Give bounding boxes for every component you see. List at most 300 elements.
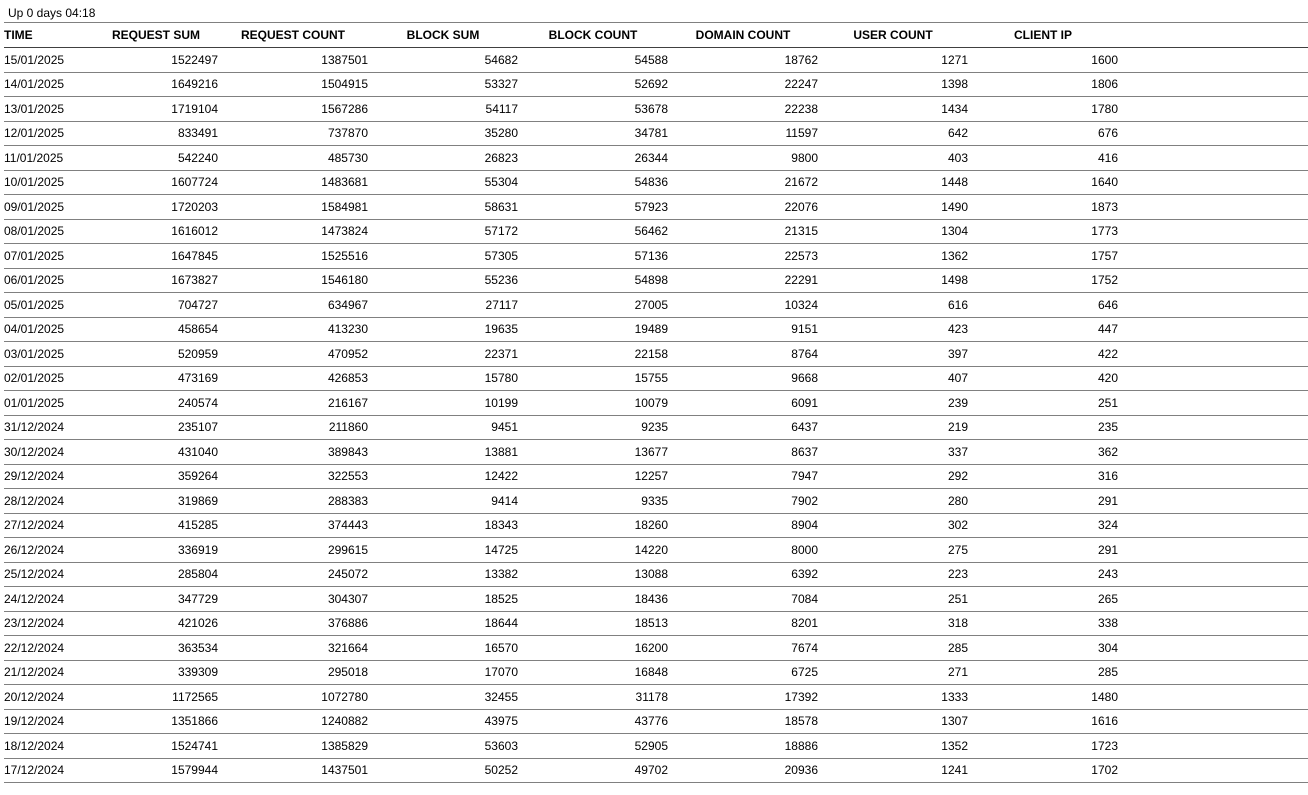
cell-block-count: 31178 (518, 685, 668, 710)
cell-user-count: 292 (818, 464, 968, 489)
cell-time: 12/01/2025 (4, 121, 94, 146)
row-spacer (1118, 146, 1308, 171)
cell-time: 03/01/2025 (4, 342, 94, 367)
cell-user-count: 280 (818, 489, 968, 514)
cell-domain-count: 18886 (668, 734, 818, 759)
cell-domain-count: 6437 (668, 415, 818, 440)
cell-client-ip: 285 (968, 660, 1118, 685)
cell-block-count: 54898 (518, 268, 668, 293)
cell-time: 11/01/2025 (4, 146, 94, 171)
table-row (4, 391, 1308, 416)
cell-time: 31/12/2024 (4, 415, 94, 440)
cell-request-sum: 1647845 (94, 244, 218, 269)
cell-client-ip: 304 (968, 636, 1118, 661)
row-spacer (1118, 268, 1308, 293)
row-spacer (1118, 513, 1308, 538)
cell-client-ip: 316 (968, 464, 1118, 489)
cell-client-ip: 1640 (968, 170, 1118, 195)
row-spacer (1118, 709, 1308, 734)
table-row (4, 219, 1308, 244)
cell-request-sum: 285804 (94, 562, 218, 587)
cell-request-sum: 520959 (94, 342, 218, 367)
cell-block-count: 52905 (518, 734, 668, 759)
table-row (4, 317, 1308, 342)
cell-client-ip: 235 (968, 415, 1118, 440)
cell-time: 08/01/2025 (4, 219, 94, 244)
row-spacer (1118, 170, 1308, 195)
cell-block-sum: 55236 (368, 268, 518, 293)
cell-block-sum: 54117 (368, 97, 518, 122)
table-row (4, 489, 1308, 514)
cell-client-ip: 265 (968, 587, 1118, 612)
cell-request-sum: 473169 (94, 366, 218, 391)
cell-block-sum: 18343 (368, 513, 518, 538)
cell-block-count: 15755 (518, 366, 668, 391)
cell-time: 13/01/2025 (4, 97, 94, 122)
cell-time: 01/01/2025 (4, 391, 94, 416)
cell-user-count: 239 (818, 391, 968, 416)
cell-request-count: 374443 (218, 513, 368, 538)
cell-request-sum: 319869 (94, 489, 218, 514)
table-row (4, 146, 1308, 171)
cell-block-sum: 27117 (368, 293, 518, 318)
cell-request-sum: 1616012 (94, 219, 218, 244)
cell-block-sum: 17070 (368, 660, 518, 685)
cell-domain-count: 21672 (668, 170, 818, 195)
cell-request-sum: 415285 (94, 513, 218, 538)
cell-request-count: 1240882 (218, 709, 368, 734)
cell-block-sum: 57172 (368, 219, 518, 244)
cell-user-count: 403 (818, 146, 968, 171)
table-row (4, 244, 1308, 269)
cell-request-sum: 235107 (94, 415, 218, 440)
cell-time: 23/12/2024 (4, 611, 94, 636)
cell-user-count: 397 (818, 342, 968, 367)
cell-block-count: 52692 (518, 72, 668, 97)
cell-block-count: 22158 (518, 342, 668, 367)
cell-user-count: 1352 (818, 734, 968, 759)
cell-time: 07/01/2025 (4, 244, 94, 269)
cell-domain-count: 8000 (668, 538, 818, 563)
cell-block-count: 10079 (518, 391, 668, 416)
cell-request-count: 299615 (218, 538, 368, 563)
cell-request-sum: 1351866 (94, 709, 218, 734)
cell-client-ip: 324 (968, 513, 1118, 538)
cell-user-count: 302 (818, 513, 968, 538)
row-spacer (1118, 734, 1308, 759)
cell-request-count: 245072 (218, 562, 368, 587)
table-row (4, 538, 1308, 563)
cell-time: 06/01/2025 (4, 268, 94, 293)
table-row (4, 734, 1308, 759)
table-row (4, 440, 1308, 465)
cell-domain-count: 8201 (668, 611, 818, 636)
cell-user-count: 1398 (818, 72, 968, 97)
cell-request-count: 634967 (218, 293, 368, 318)
cell-time: 25/12/2024 (4, 562, 94, 587)
cell-domain-count: 7947 (668, 464, 818, 489)
cell-block-count: 13677 (518, 440, 668, 465)
cell-client-ip: 1873 (968, 195, 1118, 220)
cell-user-count: 616 (818, 293, 968, 318)
cell-block-sum: 18525 (368, 587, 518, 612)
table-row (4, 72, 1308, 97)
row-spacer (1118, 758, 1308, 783)
table-row (4, 415, 1308, 440)
row-spacer (1118, 244, 1308, 269)
cell-request-count: 426853 (218, 366, 368, 391)
row-spacer (1118, 48, 1308, 73)
row-spacer (1118, 685, 1308, 710)
cell-domain-count: 17392 (668, 685, 818, 710)
cell-domain-count: 7674 (668, 636, 818, 661)
cell-request-sum: 421026 (94, 611, 218, 636)
cell-block-count: 18260 (518, 513, 668, 538)
cell-block-count: 57136 (518, 244, 668, 269)
cell-user-count: 219 (818, 415, 968, 440)
column-header-user-count[interactable]: USER COUNT (818, 23, 968, 48)
cell-user-count: 223 (818, 562, 968, 587)
cell-request-count: 376886 (218, 611, 368, 636)
cell-request-sum: 833491 (94, 121, 218, 146)
cell-request-sum: 240574 (94, 391, 218, 416)
cell-client-ip: 251 (968, 391, 1118, 416)
cell-client-ip: 1806 (968, 72, 1118, 97)
cell-request-sum: 1720203 (94, 195, 218, 220)
table-row (4, 97, 1308, 122)
cell-user-count: 1448 (818, 170, 968, 195)
cell-client-ip: 416 (968, 146, 1118, 171)
table-row (4, 342, 1308, 367)
cell-user-count: 271 (818, 660, 968, 685)
cell-block-sum: 32455 (368, 685, 518, 710)
cell-user-count: 275 (818, 538, 968, 563)
cell-block-count: 9335 (518, 489, 668, 514)
cell-request-count: 1567286 (218, 97, 368, 122)
cell-block-count: 13088 (518, 562, 668, 587)
cell-domain-count: 9800 (668, 146, 818, 171)
cell-time: 14/01/2025 (4, 72, 94, 97)
table-row (4, 685, 1308, 710)
cell-block-sum: 22371 (368, 342, 518, 367)
cell-request-count: 1473824 (218, 219, 368, 244)
cell-block-sum: 50252 (368, 758, 518, 783)
cell-domain-count: 22573 (668, 244, 818, 269)
cell-domain-count: 21315 (668, 219, 818, 244)
cell-client-ip: 1600 (968, 48, 1118, 73)
cell-request-sum: 704727 (94, 293, 218, 318)
cell-client-ip: 1773 (968, 219, 1118, 244)
cell-request-count: 737870 (218, 121, 368, 146)
cell-block-sum: 55304 (368, 170, 518, 195)
cell-block-sum: 13881 (368, 440, 518, 465)
cell-client-ip: 420 (968, 366, 1118, 391)
cell-client-ip: 422 (968, 342, 1118, 367)
cell-block-count: 53678 (518, 97, 668, 122)
cell-request-count: 389843 (218, 440, 368, 465)
table-row (4, 293, 1308, 318)
cell-user-count: 1490 (818, 195, 968, 220)
cell-domain-count: 22076 (668, 195, 818, 220)
cell-request-sum: 363534 (94, 636, 218, 661)
row-spacer (1118, 72, 1308, 97)
cell-block-count: 26344 (518, 146, 668, 171)
cell-user-count: 1241 (818, 758, 968, 783)
row-spacer (1118, 611, 1308, 636)
cell-block-sum: 9414 (368, 489, 518, 514)
row-spacer (1118, 391, 1308, 416)
cell-user-count: 1362 (818, 244, 968, 269)
cell-block-count: 49702 (518, 758, 668, 783)
cell-block-sum: 19635 (368, 317, 518, 342)
cell-request-sum: 1607724 (94, 170, 218, 195)
row-spacer (1118, 317, 1308, 342)
cell-client-ip: 1780 (968, 97, 1118, 122)
cell-request-count: 1525516 (218, 244, 368, 269)
row-spacer (1118, 636, 1308, 661)
cell-request-count: 1072780 (218, 685, 368, 710)
cell-domain-count: 6392 (668, 562, 818, 587)
cell-block-count: 54836 (518, 170, 668, 195)
table-row (4, 758, 1308, 783)
cell-user-count: 423 (818, 317, 968, 342)
cell-request-sum: 359264 (94, 464, 218, 489)
cell-request-sum: 431040 (94, 440, 218, 465)
cell-request-sum: 542240 (94, 146, 218, 171)
cell-domain-count: 8764 (668, 342, 818, 367)
row-spacer (1118, 440, 1308, 465)
cell-time: 22/12/2024 (4, 636, 94, 661)
cell-time: 18/12/2024 (4, 734, 94, 759)
cell-domain-count: 8904 (668, 513, 818, 538)
cell-block-sum: 9451 (368, 415, 518, 440)
row-spacer (1118, 366, 1308, 391)
table-row (4, 195, 1308, 220)
cell-block-sum: 15780 (368, 366, 518, 391)
cell-domain-count: 11597 (668, 121, 818, 146)
cell-time: 24/12/2024 (4, 587, 94, 612)
cell-client-ip: 362 (968, 440, 1118, 465)
cell-user-count: 642 (818, 121, 968, 146)
cell-block-count: 9235 (518, 415, 668, 440)
column-header-block-count[interactable]: BLOCK COUNT (518, 23, 668, 48)
cell-block-count: 14220 (518, 538, 668, 563)
cell-client-ip: 447 (968, 317, 1118, 342)
table-row (4, 268, 1308, 293)
cell-block-count: 18436 (518, 587, 668, 612)
cell-time: 21/12/2024 (4, 660, 94, 685)
cell-domain-count: 7084 (668, 587, 818, 612)
table-row (4, 366, 1308, 391)
cell-domain-count: 6725 (668, 660, 818, 685)
cell-block-count: 54588 (518, 48, 668, 73)
cell-request-sum: 1579944 (94, 758, 218, 783)
cell-block-sum: 13382 (368, 562, 518, 587)
row-spacer (1118, 97, 1308, 122)
cell-block-count: 12257 (518, 464, 668, 489)
cell-client-ip: 1480 (968, 685, 1118, 710)
cell-user-count: 1333 (818, 685, 968, 710)
cell-request-count: 1483681 (218, 170, 368, 195)
row-spacer (1118, 293, 1308, 318)
cell-domain-count: 22238 (668, 97, 818, 122)
cell-time: 17/12/2024 (4, 758, 94, 783)
cell-block-count: 27005 (518, 293, 668, 318)
table-row (4, 611, 1308, 636)
cell-time: 30/12/2024 (4, 440, 94, 465)
cell-user-count: 251 (818, 587, 968, 612)
cell-user-count: 407 (818, 366, 968, 391)
cell-time: 27/12/2024 (4, 513, 94, 538)
cell-request-count: 413230 (218, 317, 368, 342)
cell-time: 09/01/2025 (4, 195, 94, 220)
cell-user-count: 337 (818, 440, 968, 465)
cell-client-ip: 243 (968, 562, 1118, 587)
row-spacer (1118, 464, 1308, 489)
cell-domain-count: 18578 (668, 709, 818, 734)
cell-block-sum: 16570 (368, 636, 518, 661)
cell-block-count: 18513 (518, 611, 668, 636)
cell-request-count: 288383 (218, 489, 368, 514)
cell-request-sum: 339309 (94, 660, 218, 685)
cell-request-sum: 347729 (94, 587, 218, 612)
cell-block-sum: 43975 (368, 709, 518, 734)
column-header-request-count[interactable]: REQUEST COUNT (218, 23, 368, 48)
cell-user-count: 1271 (818, 48, 968, 73)
row-spacer (1118, 415, 1308, 440)
cell-block-sum: 58631 (368, 195, 518, 220)
table-row (4, 170, 1308, 195)
cell-domain-count: 22291 (668, 268, 818, 293)
cell-block-sum: 35280 (368, 121, 518, 146)
table-body (4, 48, 1308, 783)
cell-time: 04/01/2025 (4, 317, 94, 342)
cell-block-count: 56462 (518, 219, 668, 244)
cell-domain-count: 6091 (668, 391, 818, 416)
cell-client-ip: 1757 (968, 244, 1118, 269)
cell-block-sum: 14725 (368, 538, 518, 563)
stats-table (4, 23, 1308, 783)
cell-domain-count: 9668 (668, 366, 818, 391)
cell-user-count: 285 (818, 636, 968, 661)
cell-block-sum: 57305 (368, 244, 518, 269)
cell-request-sum: 1522497 (94, 48, 218, 73)
cell-request-sum: 1172565 (94, 685, 218, 710)
table-header-row (4, 23, 1308, 48)
cell-domain-count: 8637 (668, 440, 818, 465)
row-spacer (1118, 562, 1308, 587)
cell-time: 19/12/2024 (4, 709, 94, 734)
cell-request-sum: 336919 (94, 538, 218, 563)
cell-domain-count: 20936 (668, 758, 818, 783)
cell-block-sum: 12422 (368, 464, 518, 489)
cell-request-count: 321664 (218, 636, 368, 661)
cell-client-ip: 1752 (968, 268, 1118, 293)
cell-block-sum: 18644 (368, 611, 518, 636)
cell-user-count: 1304 (818, 219, 968, 244)
cell-request-count: 216167 (218, 391, 368, 416)
row-spacer (1118, 219, 1308, 244)
row-spacer (1118, 660, 1308, 685)
cell-request-sum: 1649216 (94, 72, 218, 97)
cell-block-count: 16200 (518, 636, 668, 661)
column-header-spacer (1118, 23, 1308, 48)
table-row (4, 660, 1308, 685)
table-row (4, 513, 1308, 538)
cell-client-ip: 646 (968, 293, 1118, 318)
cell-user-count: 318 (818, 611, 968, 636)
cell-block-sum: 54682 (368, 48, 518, 73)
cell-time: 28/12/2024 (4, 489, 94, 514)
row-spacer (1118, 342, 1308, 367)
cell-time: 29/12/2024 (4, 464, 94, 489)
cell-request-count: 1504915 (218, 72, 368, 97)
table-row (4, 636, 1308, 661)
cell-domain-count: 9151 (668, 317, 818, 342)
cell-client-ip: 291 (968, 489, 1118, 514)
uptime-status: Up 0 days 04:18 (8, 6, 96, 20)
cell-block-sum: 26823 (368, 146, 518, 171)
cell-request-count: 1584981 (218, 195, 368, 220)
column-header-request-sum[interactable]: REQUEST SUM (94, 23, 218, 48)
cell-block-count: 19489 (518, 317, 668, 342)
column-header-block-sum[interactable]: BLOCK SUM (368, 23, 518, 48)
cell-block-count: 16848 (518, 660, 668, 685)
cell-user-count: 1307 (818, 709, 968, 734)
cell-client-ip: 1702 (968, 758, 1118, 783)
column-header-domain-count[interactable]: DOMAIN COUNT (668, 23, 818, 48)
cell-time: 26/12/2024 (4, 538, 94, 563)
cell-request-count: 322553 (218, 464, 368, 489)
table-row (4, 587, 1308, 612)
cell-block-sum: 53603 (368, 734, 518, 759)
table-row (4, 709, 1308, 734)
cell-request-sum: 458654 (94, 317, 218, 342)
table-row (4, 464, 1308, 489)
cell-request-count: 304307 (218, 587, 368, 612)
column-header-client-ip[interactable]: CLIENT IP (968, 23, 1118, 48)
column-header-time[interactable]: TIME (4, 23, 94, 48)
cell-time: 15/01/2025 (4, 48, 94, 73)
cell-request-sum: 1719104 (94, 97, 218, 122)
cell-domain-count: 7902 (668, 489, 818, 514)
table-row (4, 562, 1308, 587)
cell-request-sum: 1673827 (94, 268, 218, 293)
cell-client-ip: 676 (968, 121, 1118, 146)
cell-request-count: 211860 (218, 415, 368, 440)
cell-request-count: 1385829 (218, 734, 368, 759)
cell-request-count: 1387501 (218, 48, 368, 73)
cell-domain-count: 10324 (668, 293, 818, 318)
row-spacer (1118, 121, 1308, 146)
row-spacer (1118, 538, 1308, 563)
table-row (4, 121, 1308, 146)
cell-request-count: 295018 (218, 660, 368, 685)
cell-request-count: 485730 (218, 146, 368, 171)
cell-block-count: 43776 (518, 709, 668, 734)
cell-client-ip: 291 (968, 538, 1118, 563)
cell-block-count: 34781 (518, 121, 668, 146)
cell-time: 05/01/2025 (4, 293, 94, 318)
cell-domain-count: 22247 (668, 72, 818, 97)
cell-user-count: 1498 (818, 268, 968, 293)
cell-client-ip: 1616 (968, 709, 1118, 734)
cell-client-ip: 338 (968, 611, 1118, 636)
table-row (4, 48, 1308, 73)
cell-time: 20/12/2024 (4, 685, 94, 710)
cell-block-sum: 10199 (368, 391, 518, 416)
cell-time: 02/01/2025 (4, 366, 94, 391)
